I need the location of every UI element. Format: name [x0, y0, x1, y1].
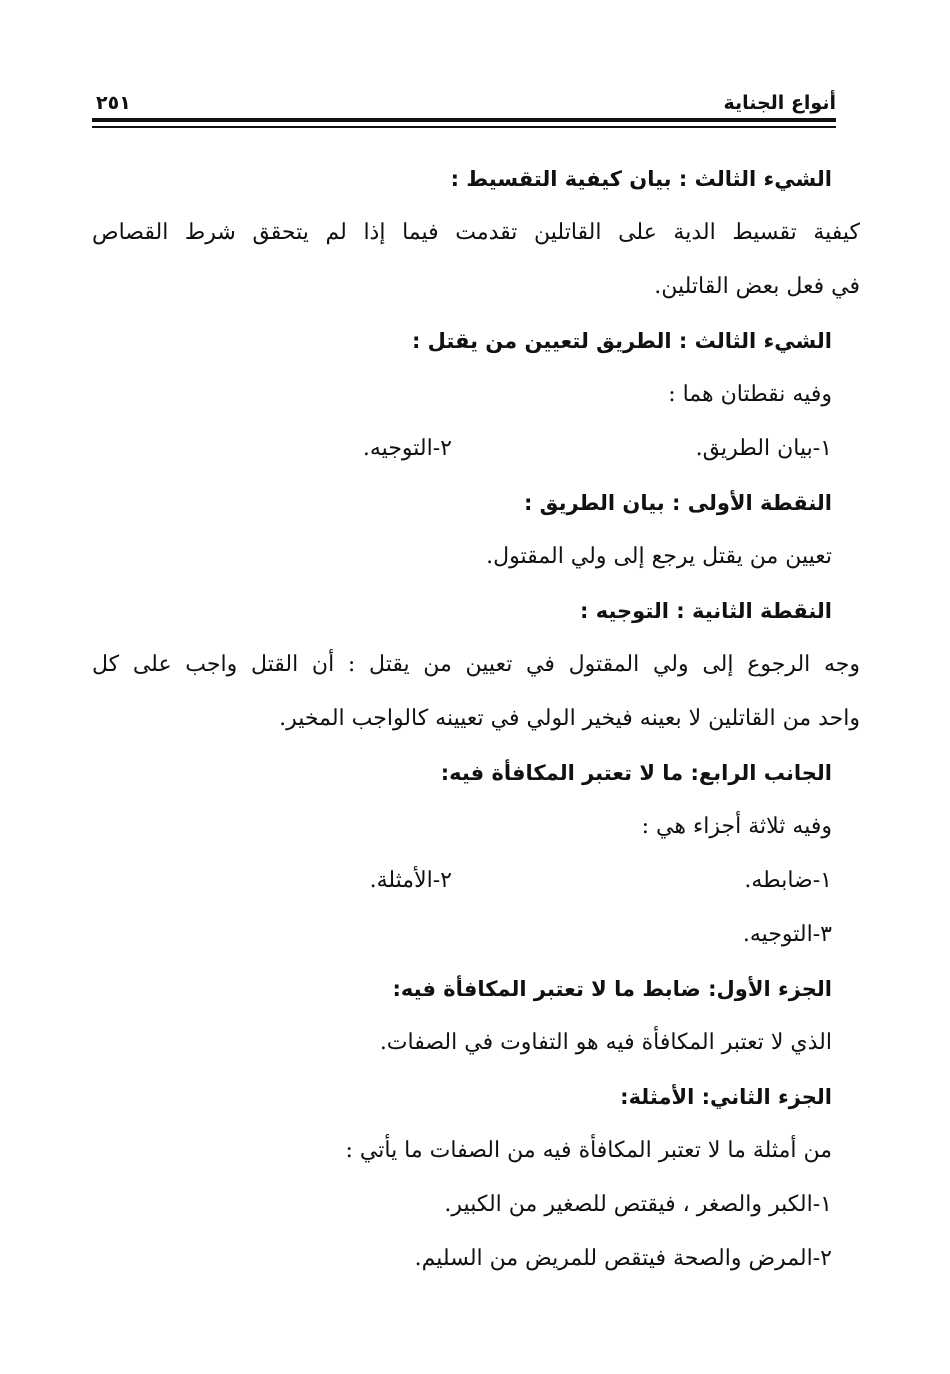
header-rule-thin [92, 126, 836, 128]
page-body [92, 152, 860, 1286]
list-item: ٣-التوجيه. [742, 922, 832, 947]
list-item: ١-الكبر والصغر ، فيقتص للصغير من الكبير. [444, 1192, 832, 1217]
paragraph-line: من أمثلة ما لا تعتبر المكافأة فيه من الصفات ما يأتي : [345, 1138, 832, 1163]
paragraph-line: في فعل بعض القاتلين. [654, 274, 860, 299]
page-header [92, 88, 836, 122]
list-item: ١-ضابطه. [744, 868, 832, 893]
section-heading-method: الشيء الثالث : الطريق لتعيين من يقتل : [411, 329, 832, 353]
paragraph-line: تعيين من يقتل يرجع إلى ولي المقتول. [486, 544, 832, 569]
numbered-pair [92, 422, 832, 476]
paragraph-line: وجه الرجوع إلى ولي المقتول في تعيين من يقتل : أن القتل واجب على كل [92, 652, 860, 677]
subsection-heading-second-point: النقطة الثانية : التوجيه : [580, 599, 832, 623]
paragraph-line: وفيه نقطتان هما : [668, 382, 832, 407]
running-title: أنواع الجناية [723, 92, 836, 114]
paragraph-line: وفيه ثلاثة أجزاء هي : [641, 814, 832, 839]
header-rule-thick [92, 118, 836, 122]
list-item: ٢-المرض والصحة فيتقص للمريض من السليم. [414, 1246, 832, 1271]
section-heading-installment: الشيء الثالث : بيان كيفية التقسيط : [450, 167, 832, 191]
subsection-heading-part-two: الجزء الثاني: الأمثلة: [620, 1085, 832, 1109]
list-item: ١-بيان الطريق. [695, 436, 832, 461]
subsection-heading-first-point: النقطة الأولى : بيان الطريق : [523, 491, 832, 515]
section-heading-fourth-aspect: الجانب الرابع: ما لا تعتبر المكافأة فيه: [440, 761, 832, 785]
subsection-heading-part-one: الجزء الأول: ضابط ما لا تعتبر المكافأة فيه: [392, 977, 832, 1001]
paragraph-line: واحد من القاتلين لا بعينه فيخير الولي في تعيينه كالواجب المخير. [279, 706, 860, 731]
list-item: ٢-التوجيه. [362, 436, 452, 461]
paragraph-line: كيفية تقسيط الدية على القاتلين تقدمت فيما إذا لم يتحقق شرط القصاص [92, 220, 860, 245]
page-number: ٢٥١ [96, 92, 131, 114]
paragraph-line: الذي لا تعتبر المكافأة فيه هو التفاوت في الصفات. [379, 1030, 832, 1055]
numbered-pair [92, 854, 832, 908]
list-item: ٢-الأمثلة. [369, 868, 452, 893]
